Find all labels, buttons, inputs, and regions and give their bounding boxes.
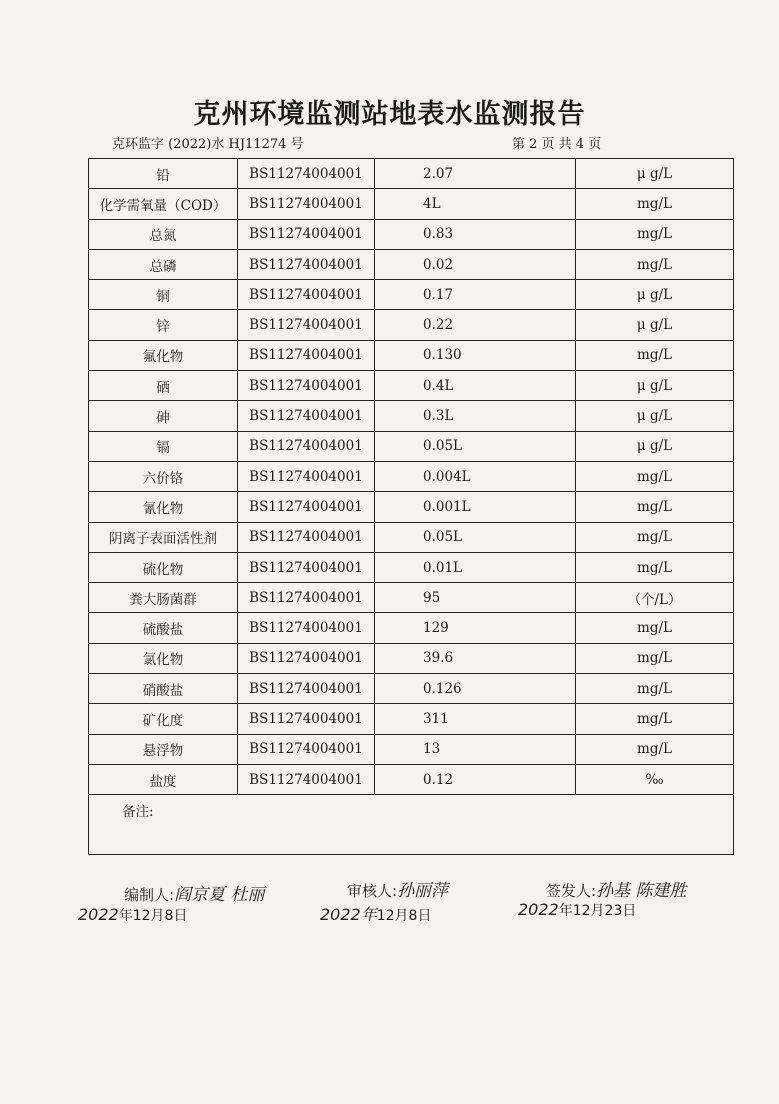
unit-cell: mg/L bbox=[576, 219, 734, 249]
unit-cell: μ g/L bbox=[576, 310, 734, 340]
sample-code-cell: BS11274004001 bbox=[238, 674, 375, 704]
unit-cell: mg/L bbox=[576, 734, 734, 764]
table-row bbox=[89, 643, 734, 673]
sample-code-cell: BS11274004001 bbox=[238, 704, 375, 734]
value-cell: 0.05L bbox=[375, 431, 576, 461]
results-table bbox=[88, 158, 734, 855]
parameter-cell: 硒 bbox=[89, 371, 238, 401]
reviewer-date-rest: 12月8日 bbox=[376, 908, 432, 924]
parameter-cell: 砷 bbox=[89, 401, 238, 431]
sample-code-cell: BS11274004001 bbox=[238, 219, 375, 249]
compiler-name: 阎京夏 杜丽 bbox=[174, 885, 265, 905]
parameter-cell: 硝酸盐 bbox=[89, 674, 238, 704]
sample-code-cell: BS11274004001 bbox=[238, 159, 375, 189]
value-cell: 2.07 bbox=[375, 159, 576, 189]
sample-code-cell: BS11274004001 bbox=[238, 431, 375, 461]
parameter-cell: 盐度 bbox=[89, 764, 238, 794]
sample-code-cell: BS11274004001 bbox=[238, 310, 375, 340]
unit-cell: mg/L bbox=[576, 704, 734, 734]
parameter-cell: 氯化物 bbox=[89, 643, 238, 673]
parameter-cell: 悬浮物 bbox=[89, 734, 238, 764]
parameter-cell: 总氮 bbox=[89, 219, 238, 249]
table-row bbox=[89, 431, 734, 461]
table-row bbox=[89, 734, 734, 764]
sample-code-cell: BS11274004001 bbox=[238, 371, 375, 401]
compiler-date-year: 2022 bbox=[78, 905, 119, 924]
compiler-date bbox=[78, 905, 187, 925]
compiler-signature bbox=[124, 880, 264, 905]
unit-cell: μ g/L bbox=[576, 431, 734, 461]
value-cell: 0.3L bbox=[375, 401, 576, 431]
parameter-cell: 硫化物 bbox=[89, 552, 238, 582]
parameter-cell: 铅 bbox=[89, 159, 238, 189]
value-cell: 0.05L bbox=[375, 522, 576, 552]
issuer-name: 孙基 陈建胜 bbox=[596, 881, 687, 901]
table-row bbox=[89, 371, 734, 401]
table-row bbox=[89, 189, 734, 219]
sample-code-cell: BS11274004001 bbox=[238, 613, 375, 643]
table-row bbox=[89, 461, 734, 491]
issuer-label: 签发人: bbox=[546, 882, 597, 900]
unit-cell: mg/L bbox=[576, 552, 734, 582]
report-title: 克州环境监测站地表水监测报告 bbox=[193, 99, 586, 130]
parameter-cell: 矿化度 bbox=[89, 704, 238, 734]
table-row bbox=[89, 552, 734, 582]
unit-cell: mg/L bbox=[576, 522, 734, 552]
unit-cell: （个/L） bbox=[576, 583, 734, 613]
sample-code-cell: BS11274004001 bbox=[238, 189, 375, 219]
value-cell: 0.130 bbox=[375, 340, 576, 370]
parameter-cell: 总磷 bbox=[89, 249, 238, 279]
issuer-date bbox=[518, 900, 636, 920]
sample-code-cell: BS11274004001 bbox=[238, 461, 375, 491]
sample-code-cell: BS11274004001 bbox=[238, 340, 375, 370]
remark-label: 备注: bbox=[89, 795, 734, 855]
value-cell: 0.004L bbox=[375, 461, 576, 491]
issuer-date-rest: 年12月23日 bbox=[558, 903, 637, 919]
table-row bbox=[89, 219, 734, 249]
table-row bbox=[89, 340, 734, 370]
value-cell: 0.02 bbox=[375, 249, 576, 279]
parameter-cell: 硫酸盐 bbox=[89, 613, 238, 643]
sample-code-cell: BS11274004001 bbox=[238, 764, 375, 794]
value-cell: 13 bbox=[375, 734, 576, 764]
table-row bbox=[89, 764, 734, 794]
value-cell: 0.4L bbox=[375, 371, 576, 401]
table-row bbox=[89, 704, 734, 734]
unit-cell: mg/L bbox=[576, 189, 734, 219]
unit-cell: mg/L bbox=[576, 613, 734, 643]
reviewer-signature bbox=[347, 876, 448, 901]
unit-cell: μ g/L bbox=[576, 159, 734, 189]
table-row bbox=[89, 310, 734, 340]
reviewer-date bbox=[320, 902, 431, 925]
sample-code-cell: BS11274004001 bbox=[238, 734, 375, 764]
page-indicator: 第 2 页 共 4 页 bbox=[512, 137, 602, 152]
parameter-cell: 粪大肠菌群 bbox=[89, 583, 238, 613]
parameter-cell: 化学需氧量（COD） bbox=[89, 189, 238, 219]
issuer-date-year: 2022 bbox=[518, 900, 559, 919]
sample-code-cell: BS11274004001 bbox=[238, 643, 375, 673]
sample-code-cell: BS11274004001 bbox=[238, 280, 375, 310]
table-row bbox=[89, 674, 734, 704]
value-cell: 129 bbox=[375, 613, 576, 643]
value-cell: 39.6 bbox=[375, 643, 576, 673]
sample-code-cell: BS11274004001 bbox=[238, 492, 375, 522]
sample-code-cell: BS11274004001 bbox=[238, 583, 375, 613]
value-cell: 4L bbox=[375, 189, 576, 219]
issuer-signature bbox=[546, 876, 686, 901]
parameter-cell: 镉 bbox=[89, 431, 238, 461]
reviewer-label: 审核人: bbox=[347, 882, 398, 900]
unit-cell: mg/L bbox=[576, 461, 734, 491]
value-cell: 0.001L bbox=[375, 492, 576, 522]
table-row bbox=[89, 492, 734, 522]
unit-cell: ‰ bbox=[576, 764, 734, 794]
value-cell: 0.126 bbox=[375, 674, 576, 704]
table-row bbox=[89, 583, 734, 613]
value-cell: 0.12 bbox=[375, 764, 576, 794]
value-cell: 0.83 bbox=[375, 219, 576, 249]
unit-cell: mg/L bbox=[576, 643, 734, 673]
compiler-date-rest: 年12月8日 bbox=[118, 908, 188, 924]
sample-code-cell: BS11274004001 bbox=[238, 401, 375, 431]
parameter-cell: 锌 bbox=[89, 310, 238, 340]
sample-code-cell: BS11274004001 bbox=[238, 249, 375, 279]
table-row bbox=[89, 522, 734, 552]
table-row bbox=[89, 159, 734, 189]
table-row bbox=[89, 401, 734, 431]
value-cell: 0.22 bbox=[375, 310, 576, 340]
unit-cell: μ g/L bbox=[576, 280, 734, 310]
parameter-cell: 氟化物 bbox=[89, 340, 238, 370]
remark-row bbox=[89, 795, 734, 855]
sample-code-cell: BS11274004001 bbox=[238, 552, 375, 582]
table-row bbox=[89, 613, 734, 643]
unit-cell: mg/L bbox=[576, 492, 734, 522]
compiler-label: 编制人: bbox=[124, 886, 175, 904]
value-cell: 95 bbox=[375, 583, 576, 613]
value-cell: 311 bbox=[375, 704, 576, 734]
reviewer-name: 孙丽萍 bbox=[397, 881, 449, 901]
unit-cell: mg/L bbox=[576, 249, 734, 279]
unit-cell: mg/L bbox=[576, 674, 734, 704]
value-cell: 0.01L bbox=[375, 552, 576, 582]
value-cell: 0.17 bbox=[375, 280, 576, 310]
parameter-cell: 阴离子表面活性剂 bbox=[89, 522, 238, 552]
parameter-cell: 铜 bbox=[89, 280, 238, 310]
unit-cell: μ g/L bbox=[576, 401, 734, 431]
table-row bbox=[89, 280, 734, 310]
unit-cell: μ g/L bbox=[576, 371, 734, 401]
unit-cell: mg/L bbox=[576, 340, 734, 370]
sample-code-cell: BS11274004001 bbox=[238, 522, 375, 552]
table-row bbox=[89, 249, 734, 279]
document-number: 克环监字 (2022)水 HJ11274 号 bbox=[112, 137, 304, 152]
parameter-cell: 氰化物 bbox=[89, 492, 238, 522]
parameter-cell: 六价铬 bbox=[89, 461, 238, 491]
reviewer-date-year: 2022年 bbox=[320, 905, 377, 924]
